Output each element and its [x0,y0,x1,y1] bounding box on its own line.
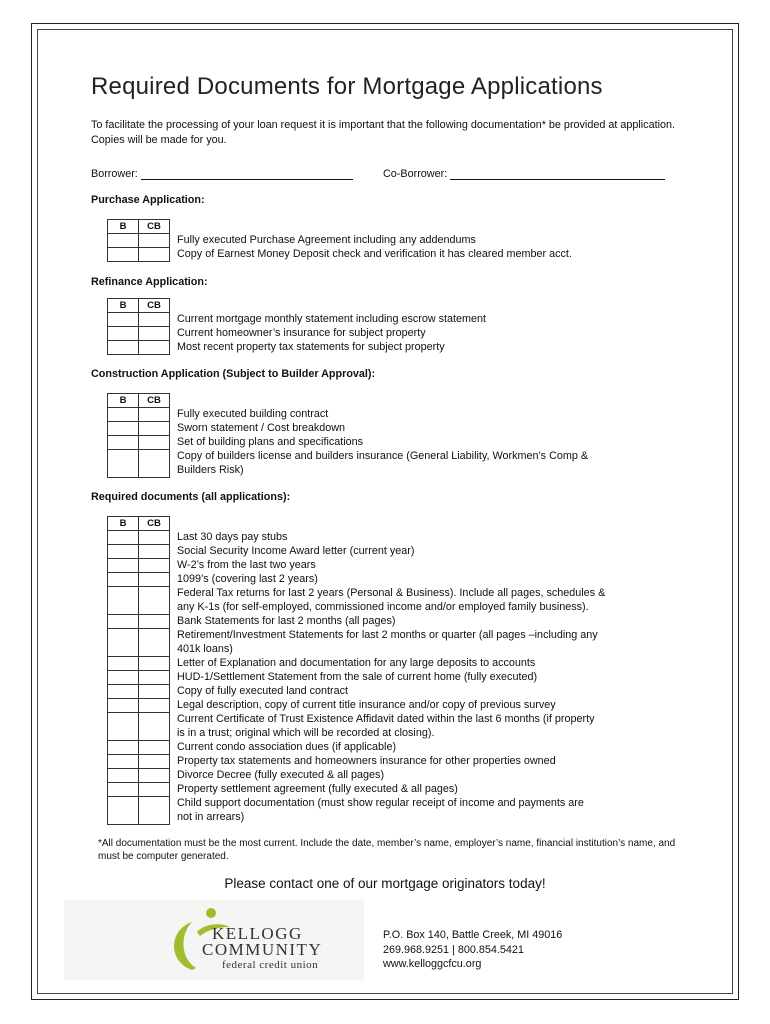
contact-phones: 269.968.9251 | 800.854.5421 [383,943,524,956]
logo-text-kellogg: KELLOGG [212,924,303,943]
purchase-checkbox-table [107,219,170,262]
checkbox-cb[interactable] [139,769,170,783]
list-item: W-2’s from the last two years [177,559,316,571]
checkbox-b[interactable] [108,587,139,615]
contact-call-to-action: Please contact one of our mortgage originators today! [224,876,546,891]
contact-address: P.O. Box 140, Battle Creek, MI 49016 [383,929,563,941]
construction-heading: Construction Application (Subject to Builder Approval): [91,368,376,380]
checkbox-cb[interactable] [139,234,170,248]
checkbox-cb[interactable] [139,713,170,741]
checkbox-cb[interactable] [139,436,170,450]
checkbox-cb[interactable] [139,248,170,262]
checkbox-cb[interactable] [139,657,170,671]
refinance-heading: Refinance Application: [91,276,208,288]
checkbox-b[interactable] [108,531,139,545]
list-item: any K-1s (for self-employed, commissioned income and/or employed family business). [177,601,589,613]
col-cb-header: CB [139,299,170,313]
construction-items [177,407,588,477]
checkbox-cb[interactable] [139,783,170,797]
list-item: Fully executed building contract [177,408,329,420]
list-item: Retirement/Investment Statements for last 2 months or quarter (all pages –including any [177,629,598,641]
checkbox-cb[interactable] [139,327,170,341]
logo-text-community: COMMUNITY [202,940,323,959]
list-item: Divorce Decree (fully executed & all pages) [177,769,385,781]
checkbox-b[interactable] [108,685,139,699]
logo [64,900,364,980]
checkbox-b[interactable] [108,713,139,741]
purchase-items [177,233,572,261]
list-item: not in arrears) [177,811,245,823]
list-item: HUD-1/Settlement Statement from the sale of current home (fully executed) [177,671,538,683]
checkbox-b[interactable] [108,783,139,797]
list-item: Property tax statements and homeowners insurance for other properties owned [177,755,556,767]
col-cb-header: CB [139,394,170,408]
list-item: Letter of Explanation and documentation for any large deposits to accounts [177,657,536,669]
checkbox-b[interactable] [108,573,139,587]
list-item: Current condo association dues (if applicable) [177,741,397,753]
borrower-label: Borrower: [91,168,138,180]
col-b-header: B [108,299,139,313]
checkbox-cb[interactable] [139,545,170,559]
checkbox-b[interactable] [108,408,139,422]
list-item: Copy of fully executed land contract [177,685,349,697]
col-b-header: B [108,517,139,531]
checkbox-b[interactable] [108,699,139,713]
checkbox-cb[interactable] [139,313,170,327]
checkbox-cb[interactable] [139,615,170,629]
list-item: Copy of Earnest Money Deposit check and verification it has cleared member acct. [177,248,572,260]
col-cb-header: CB [139,220,170,234]
checkbox-b[interactable] [108,327,139,341]
list-item: Child support documentation (must show regular receipt of income and payments are [177,797,584,809]
list-item: Property settlement agreement (fully executed & all pages) [177,783,458,795]
col-cb-header: CB [139,517,170,531]
list-item: Bank Statements for last 2 months (all pages) [177,615,396,627]
list-item: Builders Risk) [177,464,244,476]
contact-info [383,928,562,972]
checkbox-b[interactable] [108,248,139,262]
checkbox-b[interactable] [108,615,139,629]
checkbox-cb[interactable] [139,629,170,657]
list-item: 1099’s (covering last 2 years) [177,573,318,585]
checkbox-cb[interactable] [139,671,170,685]
refinance-items [177,312,486,354]
coborrower-field [383,168,665,180]
checkbox-cb[interactable] [139,573,170,587]
checkbox-b[interactable] [108,341,139,355]
col-b-header: B [108,394,139,408]
checkbox-b[interactable] [108,450,139,478]
checkbox-b[interactable] [108,755,139,769]
checkbox-b[interactable] [108,545,139,559]
refinance-checkbox-table [107,298,170,355]
required-checkbox-table [107,516,170,825]
list-item: Social Security Income Award letter (current year) [177,545,415,557]
checkbox-cb[interactable] [139,531,170,545]
checkbox-cb[interactable] [139,755,170,769]
construction-checkbox-table [107,393,170,478]
list-item: 401k loans) [177,643,233,655]
list-item: is in a trust; original which will be recorded at closing). [177,727,435,739]
col-b-header: B [108,220,139,234]
checkbox-b[interactable] [108,313,139,327]
checkbox-b[interactable] [108,657,139,671]
checkbox-cb[interactable] [139,559,170,573]
list-item: Current Certificate of Trust Existence Affidavit dated within the last 6 months (if property [177,713,595,725]
checkbox-cb[interactable] [139,685,170,699]
checkbox-b[interactable] [108,436,139,450]
list-item: Copy of builders license and builders insurance (General Liability, Workmen’s Comp & [177,450,589,462]
checkbox-cb[interactable] [139,587,170,615]
coborrower-label: Co-Borrower: [383,168,448,180]
list-item: Current mortgage monthly statement including escrow statement [177,313,487,325]
required-items [177,530,605,824]
checkbox-cb[interactable] [139,422,170,436]
purchase-heading: Purchase Application: [91,194,205,206]
checkbox-b[interactable] [108,629,139,657]
checkbox-cb[interactable] [139,699,170,713]
required-heading: Required documents (all applications): [91,491,291,503]
list-item: Fully executed Purchase Agreement including any addendums [177,234,476,246]
list-item: Sworn statement / Cost breakdown [177,422,346,434]
checkbox-cb[interactable] [139,797,170,825]
checkbox-b[interactable] [108,671,139,685]
list-item: Set of building plans and specifications [177,436,364,448]
contact-website[interactable]: www.kelloggcfcu.org [383,958,482,970]
checkbox-cb[interactable] [139,408,170,422]
checkbox-b[interactable] [108,797,139,825]
checkbox-cb[interactable] [139,741,170,755]
intro-paragraph: To facilitate the processing of your loan request it is important that the following documentation* be provided at application. Copies will be made for you. [91,119,675,146]
list-item: Federal Tax returns for last 2 years (Personal & Business). Include all pages, schedules & [177,587,606,599]
borrower-line[interactable] [141,168,353,180]
list-item: Last 30 days pay stubs [177,531,288,543]
list-item: Most recent property tax statements for subject property [177,341,445,353]
list-item: Current homeowner’s insurance for subject property [177,327,426,339]
list-item: Legal description, copy of current title insurance and/or copy of previous survey [177,699,556,711]
checkbox-b[interactable] [108,559,139,573]
checkbox-b[interactable] [108,769,139,783]
borrower-field [91,168,353,180]
footnote: *All documentation must be the most current. Include the date, member’s name, employer’s name, financial institution’s name, and must be computer generated. [98,838,676,862]
logo-text-fcu: federal credit union [222,959,319,971]
coborrower-line[interactable] [450,168,665,180]
page-title: Required Documents for Mortgage Applications [91,73,603,100]
checkbox-b[interactable] [108,234,139,248]
checkbox-b[interactable] [108,741,139,755]
checkbox-cb[interactable] [139,341,170,355]
checkbox-b[interactable] [108,422,139,436]
checkbox-cb[interactable] [139,450,170,478]
